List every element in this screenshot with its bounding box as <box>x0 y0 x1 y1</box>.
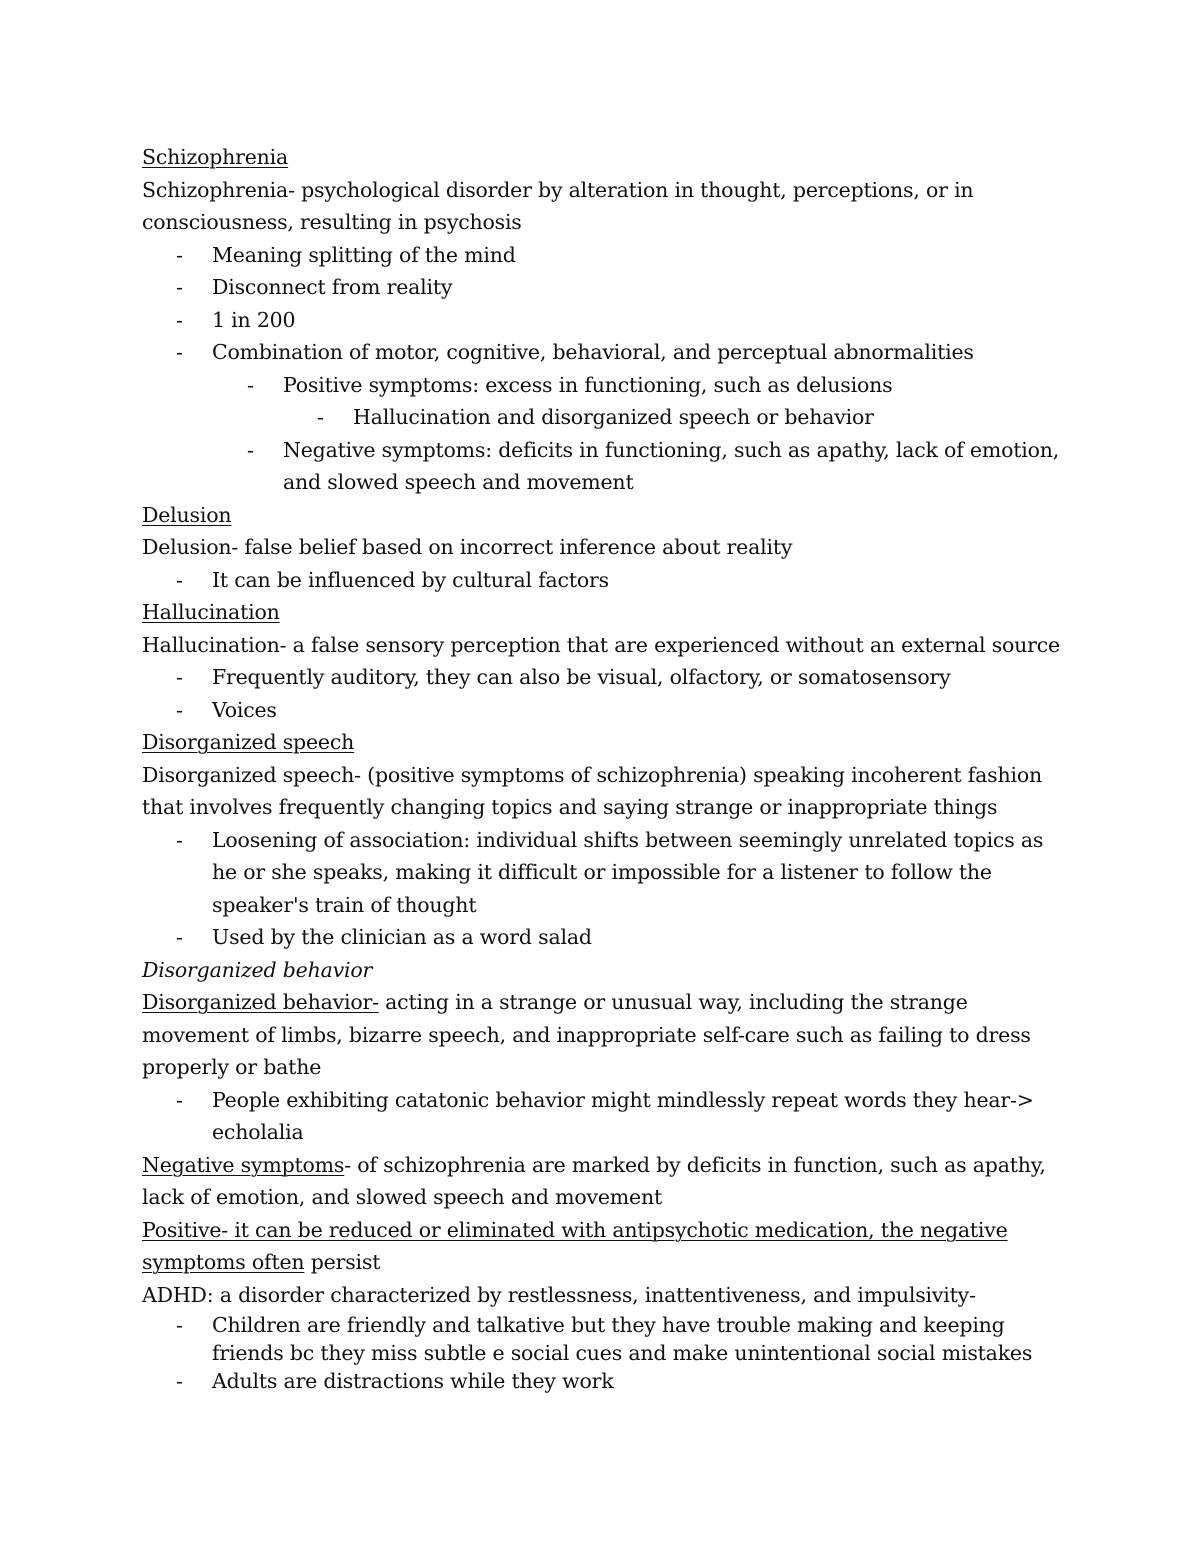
positive-symptoms-line-2 <box>142 1246 1080 1279</box>
list-item <box>142 564 1080 597</box>
dash-marker: - <box>176 1369 183 1393</box>
list-item-text: Meaning splitting of the mind <box>212 242 516 267</box>
list-item-continuation: he or she speaks, making it difficult or impossible for a listener to follow the <box>212 860 992 884</box>
list-item <box>142 369 1080 402</box>
list-item-text: Frequently auditory, they can also be visual, olfactory, or somatosensory <box>212 665 951 689</box>
list-item <box>142 336 1080 369</box>
list-item-text: 1 in 200 <box>212 307 296 332</box>
list-item <box>142 239 1080 272</box>
dash-marker: - <box>176 307 183 332</box>
dash-marker: - <box>176 242 183 267</box>
negative-symptoms-text: - of schizophrenia are marked by deficits in function, such as apathy, <box>344 1152 1046 1177</box>
positive-symptoms-line-1: Positive- it can be reduced or eliminated with antipsychotic medication, the negative <box>142 1217 1008 1242</box>
list-item-text: People exhibiting catatonic behavior might mindlessly repeat words they hear-> <box>212 1087 1034 1112</box>
speech-definition-line-1: Disorganized speech- (positive symptoms of schizophrenia) speaking incoherent fashion <box>142 762 1043 787</box>
list-item <box>142 824 1080 857</box>
negative-symptoms-line-1 <box>142 1149 1080 1182</box>
dash-marker: - <box>176 275 183 299</box>
list-item <box>142 1084 1080 1117</box>
list-item-text: Loosening of association: individual shifts between seemingly unrelated topics as <box>212 827 1044 852</box>
list-item-continuation: friends bc they miss subtle e social cues and make unintentional social mistakes <box>212 1341 1033 1365</box>
dash-marker: - <box>317 405 324 429</box>
list-item-text: Children are friendly and talkative but they have trouble making and keeping <box>212 1313 1005 1337</box>
speech-definition-line-2: that involves frequently changing topics and saying strange or inappropriate things <box>142 795 998 819</box>
list-item <box>142 434 1080 467</box>
heading-disorganized-speech: Disorganized speech <box>142 730 355 754</box>
list-item-text: Adults are distractions while they work <box>212 1369 614 1393</box>
heading-hallucination: Hallucination <box>142 600 280 624</box>
dash-marker: - <box>176 697 183 722</box>
list-item-text: Hallucination and disorganized speech or behavior <box>353 405 874 429</box>
delusion-definition: Delusion- false belief based on incorrect inference about reality <box>142 535 793 559</box>
dash-marker: - <box>176 567 183 592</box>
list-item-text: Negative symptoms: deficits in functioning, such as apathy, lack of emotion, <box>283 437 1060 462</box>
list-item-text: It can be influenced by cultural factors <box>212 567 609 592</box>
behavior-definition-line-1 <box>142 986 1080 1019</box>
dash-marker: - <box>176 925 183 949</box>
list-item-text: Voices <box>212 697 277 722</box>
list-item <box>142 1311 1080 1339</box>
list-item-continuation: and slowed speech and movement <box>283 470 634 494</box>
heading-disorganized-behavior: Disorganized behavior <box>142 957 373 982</box>
list-item-continuation: echolalia <box>212 1120 304 1144</box>
schizophrenia-definition-line-1: Schizophrenia- psychological disorder by alteration in thought, perceptions, or in <box>142 177 974 202</box>
list-item <box>142 661 1080 694</box>
negative-symptoms-term: Negative symptoms <box>142 1152 345 1177</box>
positive-symptoms-text: persist <box>304 1250 381 1274</box>
dash-marker: - <box>176 827 183 852</box>
dash-marker: - <box>176 665 183 689</box>
behavior-definition-line-2: movement of limbs, bizarre speech, and inappropriate self-care such as failing to dress <box>142 1022 1031 1047</box>
list-item <box>142 304 1080 337</box>
list-item <box>142 401 1080 434</box>
list-item-text: Disconnect from reality <box>212 275 453 299</box>
dash-marker: - <box>176 1313 183 1337</box>
positive-symptoms-underlined: symptoms often <box>142 1250 305 1274</box>
list-item-text: Positive symptoms: excess in functioning, such as delusions <box>283 372 893 397</box>
heading-schizophrenia: Schizophrenia <box>142 145 289 169</box>
dash-marker: - <box>247 437 254 462</box>
list-item-continuation: speaker's train of thought <box>212 892 477 917</box>
dash-marker: - <box>247 372 254 397</box>
adhd-definition: ADHD: a disorder characterized by restlessness, inattentiveness, and impulsivity- <box>142 1282 976 1307</box>
schizophrenia-definition-line-2: consciousness, resulting in psychosis <box>142 210 522 234</box>
dash-marker: - <box>176 1087 183 1112</box>
list-item-text: Combination of motor, cognitive, behavioral, and perceptual abnormalities <box>212 340 974 364</box>
hallucination-definition: Hallucination- a false sensory perception that are experienced without an external source <box>142 632 1060 657</box>
behavior-definition-line-3: properly or bathe <box>142 1055 322 1079</box>
list-item <box>142 694 1080 727</box>
heading-delusion: Delusion <box>142 502 232 527</box>
list-item-text: Used by the clinician as a word salad <box>212 925 592 949</box>
list-item <box>142 921 1080 954</box>
negative-symptoms-line-2: lack of emotion, and slowed speech and movement <box>142 1185 663 1209</box>
list-item <box>142 1367 1080 1395</box>
behavior-term: Disorganized behavior- <box>142 990 379 1014</box>
list-item <box>142 271 1080 304</box>
behavior-definition-text: acting in a strange or unusual way, including the strange <box>378 990 968 1014</box>
dash-marker: - <box>176 340 183 364</box>
